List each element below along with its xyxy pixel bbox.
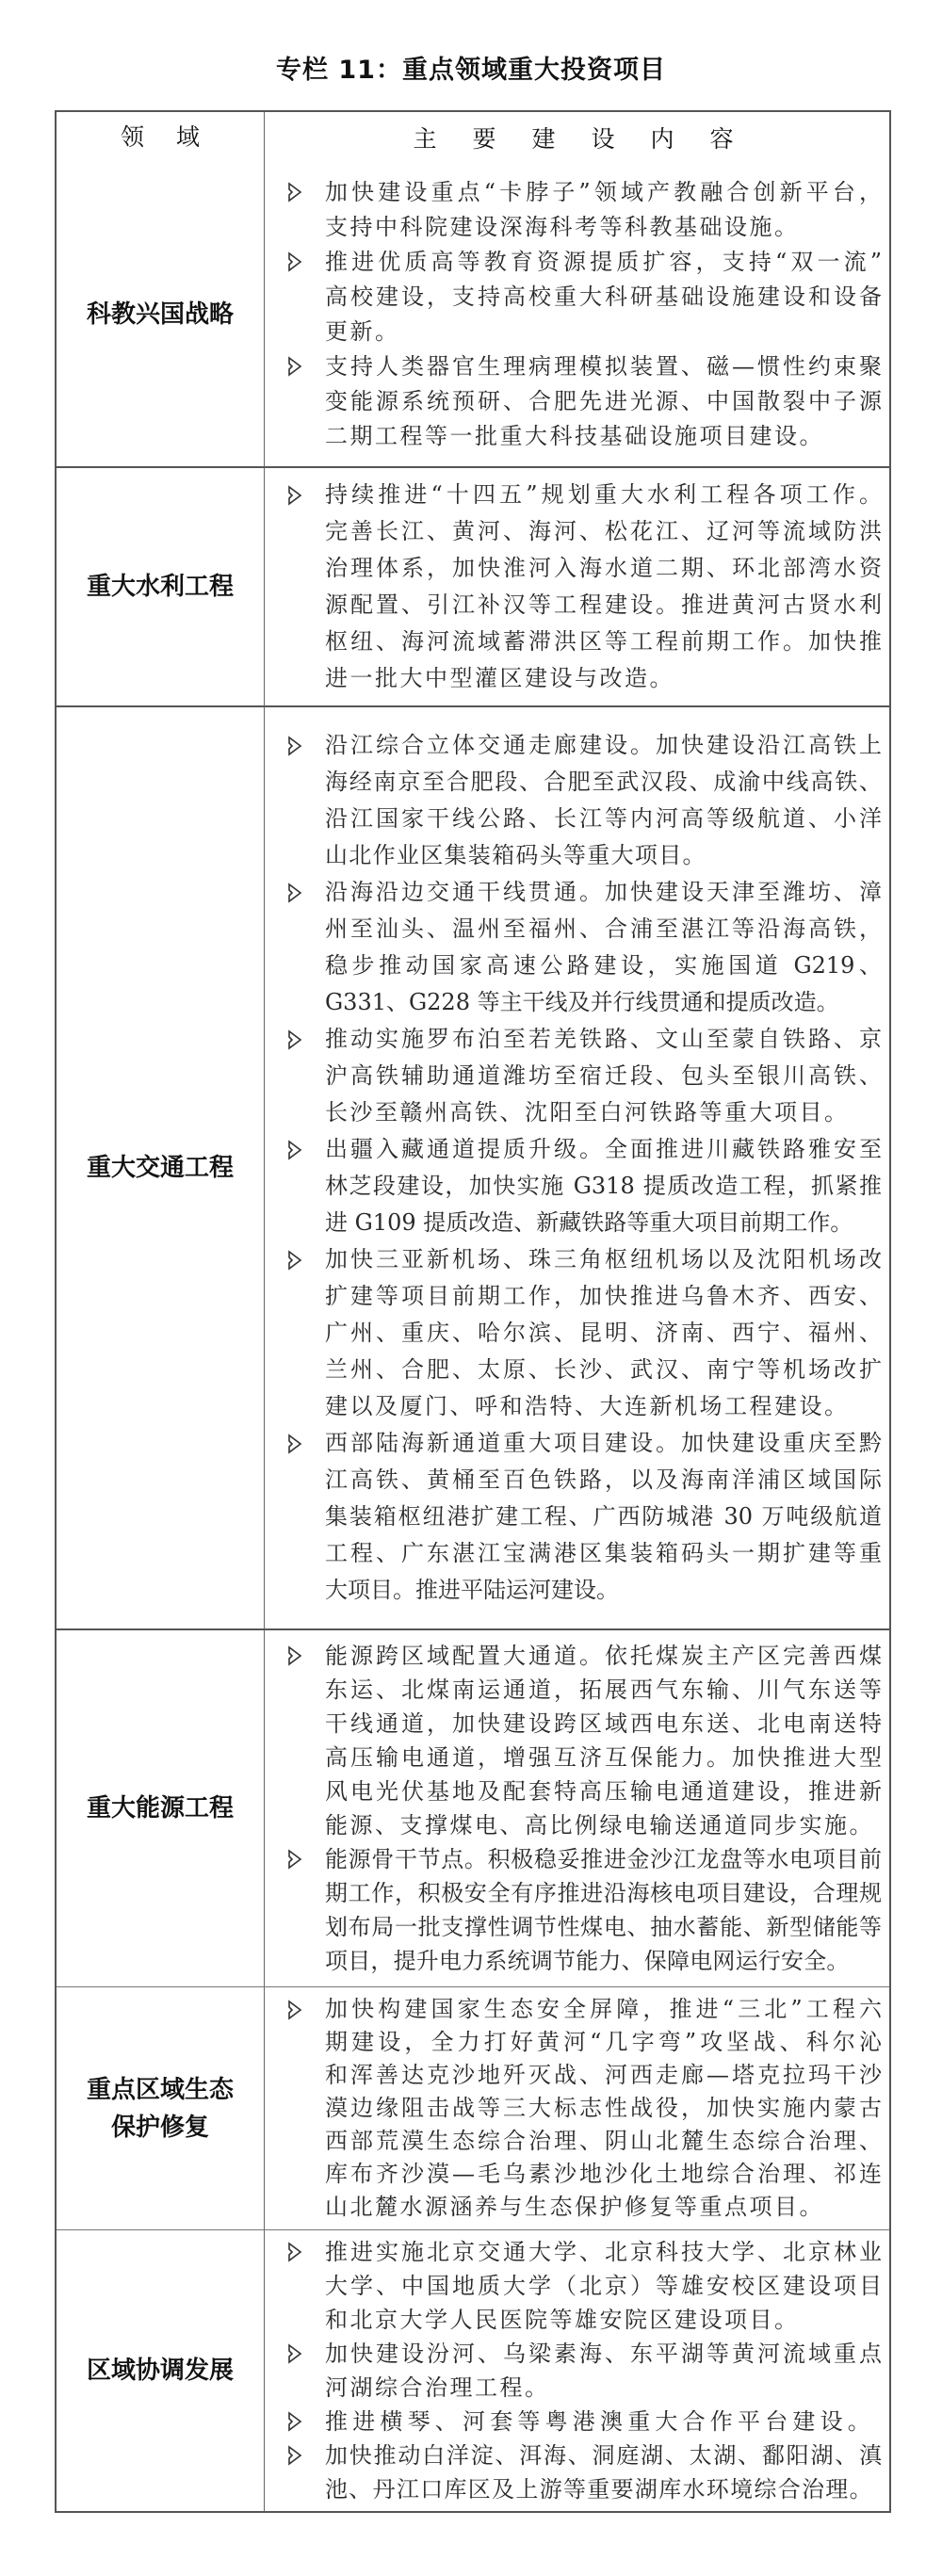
domain-cell: [57, 468, 265, 705]
item-text-line: 集装箱枢纽港扩建工程、广西防城港 30 万吨级航道: [325, 1503, 882, 1530]
item-text-line: 划布局一批支撑性调节性煤电、抽水蓄能、新型储能等: [325, 1914, 882, 1940]
item-text-line: 高压输电通道，增强互济互保能力。加快推进大型: [325, 1744, 882, 1771]
item-text-line: 支持人类器官生理病理模拟装置、磁—惯性约束聚: [325, 352, 882, 380]
arrow-bullet-icon: [265, 727, 325, 764]
item-text-line: 期建设，全力打好黄河“几字弯”攻坚战、科尔沁: [325, 2029, 882, 2055]
item-text-line: 库布齐沙漠—毛乌素沙地沙化土地综合治理、祁连: [325, 2161, 882, 2187]
arrow-bullet-icon: [265, 2337, 325, 2371]
item-text-line: 西部荒漠生态综合治理、阴山北麓生态综合治理、: [325, 2128, 882, 2154]
item-text-line: 加快三亚新机场、珠三角枢纽机场以及沈阳机场改: [325, 1246, 882, 1272]
list-item: [265, 2438, 882, 2506]
item-text-line: 林芝段建设，加快实施 G318 提质改造工程，抓紧推: [325, 1173, 882, 1199]
item-text-line: 能源、支撑煤电、高比例绿电输送通道同步实施。: [325, 1812, 874, 1839]
list-item: [265, 2405, 882, 2438]
item-text-line: 期工作，积极安全有序推进沿海核电项目建设，合理规: [325, 1880, 882, 1906]
item-text-line: 大项目。推进平陆运河建设。: [325, 1577, 619, 1603]
content-cell: [265, 162, 889, 466]
domain-label: 重大交通工程: [86, 1154, 234, 1182]
list-item: [265, 874, 882, 1021]
item-text-line: 干线通道，加快建设跨区域西电东送、北电南送特: [325, 1710, 882, 1737]
item-text-line: G331、G228 等主干线及并行线贯通和提质改造。: [325, 989, 839, 1015]
arrow-bullet-icon: [265, 1993, 325, 2026]
item-text-line: 海经南京至合肥段、合肥至武汉段、成渝中线高铁、: [325, 769, 882, 795]
domain-label: 区域协调发展: [86, 2357, 234, 2385]
item-text-line: 加快建设汾河、乌梁素海、东平湖等黄河流域重点: [325, 2341, 882, 2367]
domain-cell: [57, 2230, 265, 2511]
arrow-bullet-icon: [265, 1021, 325, 1058]
item-text-line: 沿海沿边交通干线贯通。加快建设天津至潍坊、漳: [325, 879, 882, 905]
item-text-line: 大学、中国地质大学（北京）等雄安校区建设项目: [325, 2273, 882, 2299]
list-item: [265, 477, 882, 697]
list-item: [265, 245, 882, 349]
domain-label: 重大能源工程: [86, 1794, 234, 1823]
item-text-line: 推进优质高等教育资源提质扩容，支持“双一流”: [325, 248, 882, 275]
item-text-line: 完善长江、黄河、海河、松花江、辽河等流域防洪: [325, 518, 882, 544]
item-text-line: 风电光伏基地及配套特高压输电通道建设，推进新: [325, 1778, 882, 1805]
list-item: [265, 2235, 882, 2337]
list-item: [265, 1842, 882, 1978]
item-text-line: 推动实施罗布泊至若羌铁路、文山至蒙自铁路、京: [325, 1026, 882, 1052]
item-text-line: 和北京大学人民医院等雄安院区建设项目。: [325, 2307, 800, 2333]
item-text-line: 治理体系，加快淮河入海水道二期、环北部湾水资: [325, 555, 882, 581]
item-text-line: 工程、广东湛江宝满港区集装箱码头一期扩建等重: [325, 1540, 882, 1566]
item-text-line: 扩建等项目前期工作，加快推进乌鲁木齐、西安、: [325, 1283, 882, 1309]
page-title: 专栏 11：重点领域重大投资项目: [276, 56, 666, 85]
arrow-bullet-icon: [265, 1842, 325, 1876]
item-text-line: 源配置、引江补汉等工程建设。推进黄河古贤水利: [325, 591, 882, 618]
list-item: [265, 1241, 882, 1425]
content-cell: [265, 1987, 889, 2229]
column-header-content: 主要建设内容: [413, 124, 770, 153]
arrow-bullet-icon: [265, 175, 325, 210]
table-row-regional-coordination: [57, 2229, 889, 2511]
domain-label: 科教兴国战略: [86, 300, 234, 329]
list-item: [265, 349, 882, 454]
arrow-bullet-icon: [265, 1639, 325, 1673]
list-item: [265, 1993, 882, 2224]
item-text-line: 建以及厦门、呼和浩特、大连新机场工程建设。: [325, 1393, 850, 1419]
arrow-bullet-icon: [265, 245, 325, 280]
table-header-row: [57, 112, 889, 162]
item-text-line: 广州、重庆、哈尔滨、昆明、济南、西宁、福州、: [325, 1320, 882, 1346]
content-cell: [265, 1630, 889, 1986]
table-row-energy: [57, 1628, 889, 1986]
list-item: [265, 1131, 882, 1241]
item-text-line: 沿江国家干线公路、长江等内河高等级航道、小洋: [325, 805, 882, 832]
arrow-bullet-icon: [265, 1131, 325, 1168]
item-text-line: 推进横琴、河套等粤港澳重大合作平台建设。: [325, 2408, 875, 2435]
arrow-bullet-icon: [265, 2405, 325, 2438]
table-row-water-conservancy: [57, 466, 889, 705]
item-text-line: 稳步推动国家高速公路建设，实施国道 G219、: [325, 952, 882, 979]
list-item: [265, 727, 882, 874]
item-text-line: 兰州、合肥、太原、长沙、武汉、南宁等机场改扩: [325, 1356, 882, 1383]
item-text-line: 项目，提升电力系统调节能力、保障电网运行安全。: [325, 1948, 850, 1974]
item-text-line: 加快推动白洋淀、洱海、洞庭湖、太湖、鄱阳湖、滇: [325, 2442, 882, 2469]
arrow-bullet-icon: [265, 1425, 325, 1462]
item-text-line: 二期工程等一批重大科技基础设施项目建设。: [325, 422, 824, 449]
item-text-line: 高校建设，支持高校重大科研基础设施建设和设备: [325, 283, 882, 310]
list-item: [265, 1021, 882, 1131]
domain-label: 重点区域生态 保护修复: [86, 2075, 234, 2142]
item-text-line: 西部陆海新通道重大项目建设。加快建设重庆至黔: [325, 1430, 882, 1456]
item-text-line: 江高铁、黄桶至百色铁路，以及海南洋浦区域国际: [325, 1466, 882, 1493]
item-text-line: 加快建设重点“卡脖子”领域产教融合创新平台，: [325, 178, 882, 205]
domain-cell: [57, 162, 265, 466]
item-text-line: 推进实施北京交通大学、北京科技大学、北京林业: [325, 2239, 882, 2265]
arrow-bullet-icon: [265, 349, 325, 384]
item-text-line: 池、丹江口库区及上游等重要湖库水环境综合治理。: [325, 2476, 873, 2503]
arrow-bullet-icon: [265, 2235, 325, 2269]
item-text-line: 沪高铁辅助通道潍坊至宿迁段、包头至银川高铁、: [325, 1062, 882, 1089]
item-text-line: 出疆入藏通道提质升级。全面推进川藏铁路雅安至: [325, 1136, 882, 1162]
item-text-line: 能源骨干节点。积极稳妥推进金沙江龙盘等水电项目前: [325, 1846, 882, 1872]
item-text-line: 加快构建国家生态安全屏障，推进“三北”工程六: [325, 1996, 882, 2022]
item-text-line: 东运、北煤南运通道，拓展西气东输、川气东送等: [325, 1677, 882, 1703]
item-text-line: 持续推进“十四五”规划重大水利工程各项工作。: [325, 481, 882, 508]
item-text-line: 能源跨区域配置大通道。依托煤炭主产区完善西煤: [325, 1643, 882, 1669]
list-item: [265, 1639, 882, 1842]
item-text-line: 进一批大中型灌区建设与改造。: [325, 665, 674, 691]
investment-projects-table: [55, 110, 891, 2513]
item-text-line: 山北麓水源涵养与生态保护修复等重点项目。: [325, 2194, 824, 2220]
item-text-line: 变能源系统预研、合肥先进光源、中国散裂中子源: [325, 387, 882, 414]
item-text-line: 进 G109 提质改造、新藏铁路等重大项目前期工作。: [325, 1209, 853, 1236]
item-text-line: 枢纽、海河流域蓄滞洪区等工程前期工作。加快推: [325, 628, 882, 655]
item-text-line: 长沙至赣州高铁、沈阳至白河铁路等重大项目。: [325, 1099, 850, 1126]
domain-cell: [57, 1987, 265, 2229]
content-cell: [265, 468, 889, 705]
arrow-bullet-icon: [265, 1241, 325, 1278]
arrow-bullet-icon: [265, 477, 325, 513]
list-item: [265, 1425, 882, 1609]
item-text-line: 支持中科院建设深海科考等科教基础设施。: [325, 213, 800, 240]
arrow-bullet-icon: [265, 874, 325, 911]
item-text-line: 沿江综合立体交通走廊建设。加快建设沿江高铁上: [325, 732, 882, 758]
list-item: [265, 175, 882, 245]
item-text-line: 河湖综合治理工程。: [325, 2374, 550, 2401]
item-text-line: 山北作业区集装箱码头等重大项目。: [325, 842, 706, 868]
arrow-bullet-icon: [265, 2438, 325, 2472]
table-row-transportation: [57, 705, 889, 1628]
content-cell: [265, 2230, 889, 2511]
list-item: [265, 2337, 882, 2405]
item-text-line: 州至汕头、温州至福州、合浦至湛江等沿海高铁，: [325, 915, 882, 942]
content-cell: [265, 707, 889, 1628]
column-header-domain: 领域: [57, 112, 265, 162]
table-row-ecological-protection: [57, 1986, 889, 2229]
item-text-line: 更新。: [325, 317, 400, 345]
table-row-science-education: [57, 162, 889, 466]
domain-label: 重大水利工程: [86, 573, 234, 601]
domain-cell: [57, 1630, 265, 1986]
domain-cell: [57, 707, 265, 1628]
item-text-line: 和浑善达克沙地歼灭战、河西走廊—塔克拉玛干沙: [325, 2062, 882, 2088]
item-text-line: 漠边缘阻击战等三大标志性战役，加快实施内蒙古: [325, 2095, 882, 2121]
